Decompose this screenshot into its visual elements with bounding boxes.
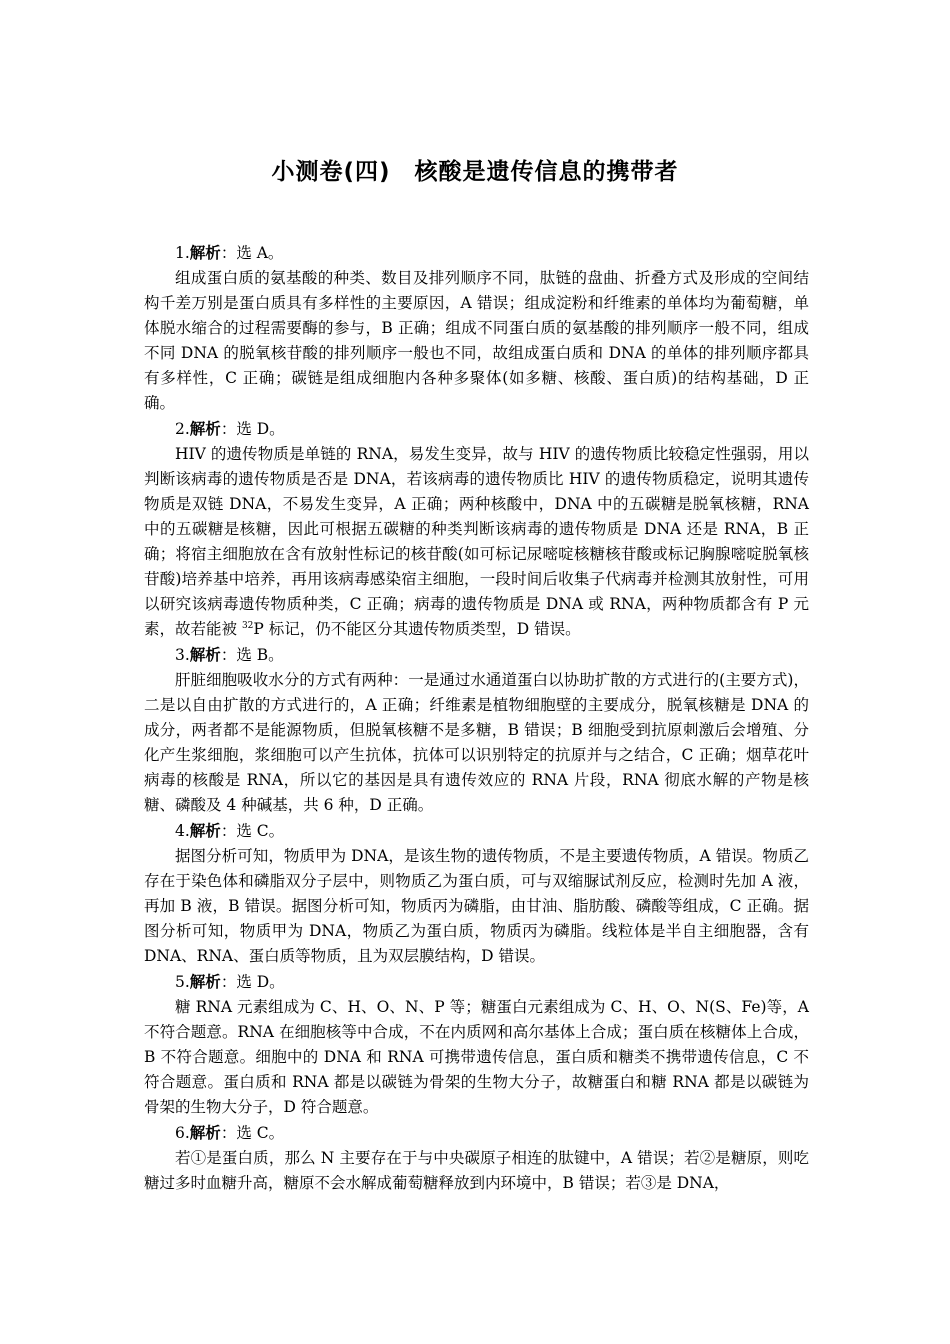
q5-header (144, 969, 809, 995)
q1-number: 1. (175, 244, 190, 262)
q2-explanation (144, 442, 809, 642)
q6-answer: ：选 C。 (220, 1124, 285, 1142)
q5-explanation: 糖 RNA 元素组成为 C、H、O、N、P 等；糖蛋白元素组成为 C、H、O、N(S、Fe)等，A 不符合题意。RNA 在细胞核等中合成，不在内质网和高尔基体上合成；蛋白质在核糖体上合成，B 不符合题意。细胞中的 DNA 和 RNA 可携带遗传信息，蛋白质和糖类不携带遗传信息，C 不符合题意。蛋白质和 RNA 都是以碳链为骨架的生物大分子，故糖蛋白和糖 RNA 都是以碳链为骨架的生物大分子，D 符合题意。 (144, 998, 809, 1116)
q3-answer: ：选 B。 (220, 646, 284, 664)
q3-header (144, 642, 809, 668)
q1-label: 解析 (189, 243, 221, 262)
q5-answer: ：选 D。 (220, 973, 285, 991)
q2-isotope-superscript: 32 (241, 621, 254, 631)
q4-header (144, 818, 809, 844)
q2-explanation-part-a: HIV 的遗传物质是单链的 RNA，易发生变异，故与 HIV 的遗传物质比较稳定性强弱，用以判断该病毒的遗传物质是否是 DNA，若该病毒的遗传物质比 HIV 的遗传物质稳定，说明其遗传物质是双链 DNA，不易发生变异，A 正确；两种核酸中，DNA 中的五碳糖是脱氧核糖，RNA 中的五碳糖是核糖，因此可根据五碳糖的种类判断该病毒的遗传物质是 DNA 还是 RNA，B 正确；将宿主细胞放在含有放射性标记的核苷酸(如可标记尿嘧啶核糖核苷酸或标记胸腺嘧啶脱氧核苷酸)培养基中培养，再用该病毒感染宿主细胞，一段时间后收集子代病毒并检测其放射性，可用以研究该病毒遗传物质种类，C 正确；病毒的遗传物质是 DNA 或 RNA，两种物质都含有 P 元素，故若能被 (144, 445, 809, 638)
q3-number: 3. (175, 646, 190, 664)
q3-label: 解析 (189, 645, 221, 664)
q5-number: 5. (175, 973, 190, 991)
q3-explanation: 肝脏细胞吸收水分的方式有两种：一是通过水通道蛋白以协助扩散的方式进行的(主要方式)，二是以自由扩散的方式进行的，A 正确；纤维素是植物细胞壁的主要成分，脱氧核糖是 DNA 的成分，两者都不是能源物质，但脱氧核糖不是多糖，B 错误；B 细胞受到抗原刺激后会增殖、分化产生浆细胞，浆细胞可以产生抗体，抗体可以识别特定的抗原并与之结合，C 正确；烟草花叶病毒的核酸是 RNA，所以它的基因是具有遗传效应的 RNA 片段，RNA 彻底水解的产物是核糖、磷酸及 4 种碱基，共 6 种，D 正确。 (144, 671, 809, 814)
q2-answer: ：选 D。 (220, 420, 285, 438)
q1-explanation: 组成蛋白质的氨基酸的种类、数目及排列顺序不同，肽链的盘曲、折叠方式及形成的空间结构千差万别是蛋白质具有多样性的主要原因，A 错误；组成淀粉和纤维素的单体均为葡萄糖，单体脱水缩合的过程需要酶的参与，B 正确；组成不同蛋白质的氨基酸的排列顺序一般不同，组成不同 DNA 的脱氧核苷酸的排列顺序一般也不同，故组成蛋白质和 DNA 的单体的排列顺序都具有多样性，C 正确；碳链是组成细胞内各种多聚体(如多糖、核酸、蛋白质)的结构基础，D 正确。 (144, 269, 809, 412)
q6-explanation: 若①是蛋白质，那么 N 主要存在于与中央碳原子相连的肽键中，A 错误；若②是糖原，则吃糖过多时血糖升高，糖原不会水解成葡萄糖释放到内环境中，B 错误；若③是 DNA， (144, 1149, 809, 1192)
q4-number: 4. (175, 822, 190, 840)
q2-explanation-part-b: P 标记，仍不能区分其遗传物质类型，D 错误。 (253, 620, 581, 638)
answer-content (144, 240, 809, 1196)
q4-explanation: 据图分析可知，物质甲为 DNA，是该生物的遗传物质，不是主要遗传物质，A 错误。物质乙存在于染色体和磷脂双分子层中，则物质乙为蛋白质，可与双缩脲试剂反应，检测时先加 A 液，再加 B 液，B 错误。据图分析可知，物质丙为磷脂，由甘油、脂肪酸、磷酸等组成，C 正确。据图分析可知，物质甲为 DNA，物质乙为蛋白质，物质丙为磷脂。线粒体是半自主细胞器，含有 DNA、RNA、蛋白质等物质，且为双层膜结构，D 错误。 (144, 847, 809, 965)
q6-label: 解析 (189, 1123, 221, 1142)
q5-label: 解析 (189, 972, 221, 991)
page-title: 小测卷(四) 核酸是遗传信息的携带者 (271, 159, 679, 185)
q2-number: 2. (175, 420, 190, 438)
q2-label: 解析 (189, 419, 221, 438)
q1-answer: ：选 A。 (220, 244, 284, 262)
q2-header (144, 416, 809, 442)
q6-number: 6. (175, 1124, 190, 1142)
q1-header (144, 240, 809, 266)
q4-label: 解析 (189, 821, 221, 840)
q4-answer: ：选 C。 (220, 822, 285, 840)
q6-header (144, 1120, 809, 1146)
